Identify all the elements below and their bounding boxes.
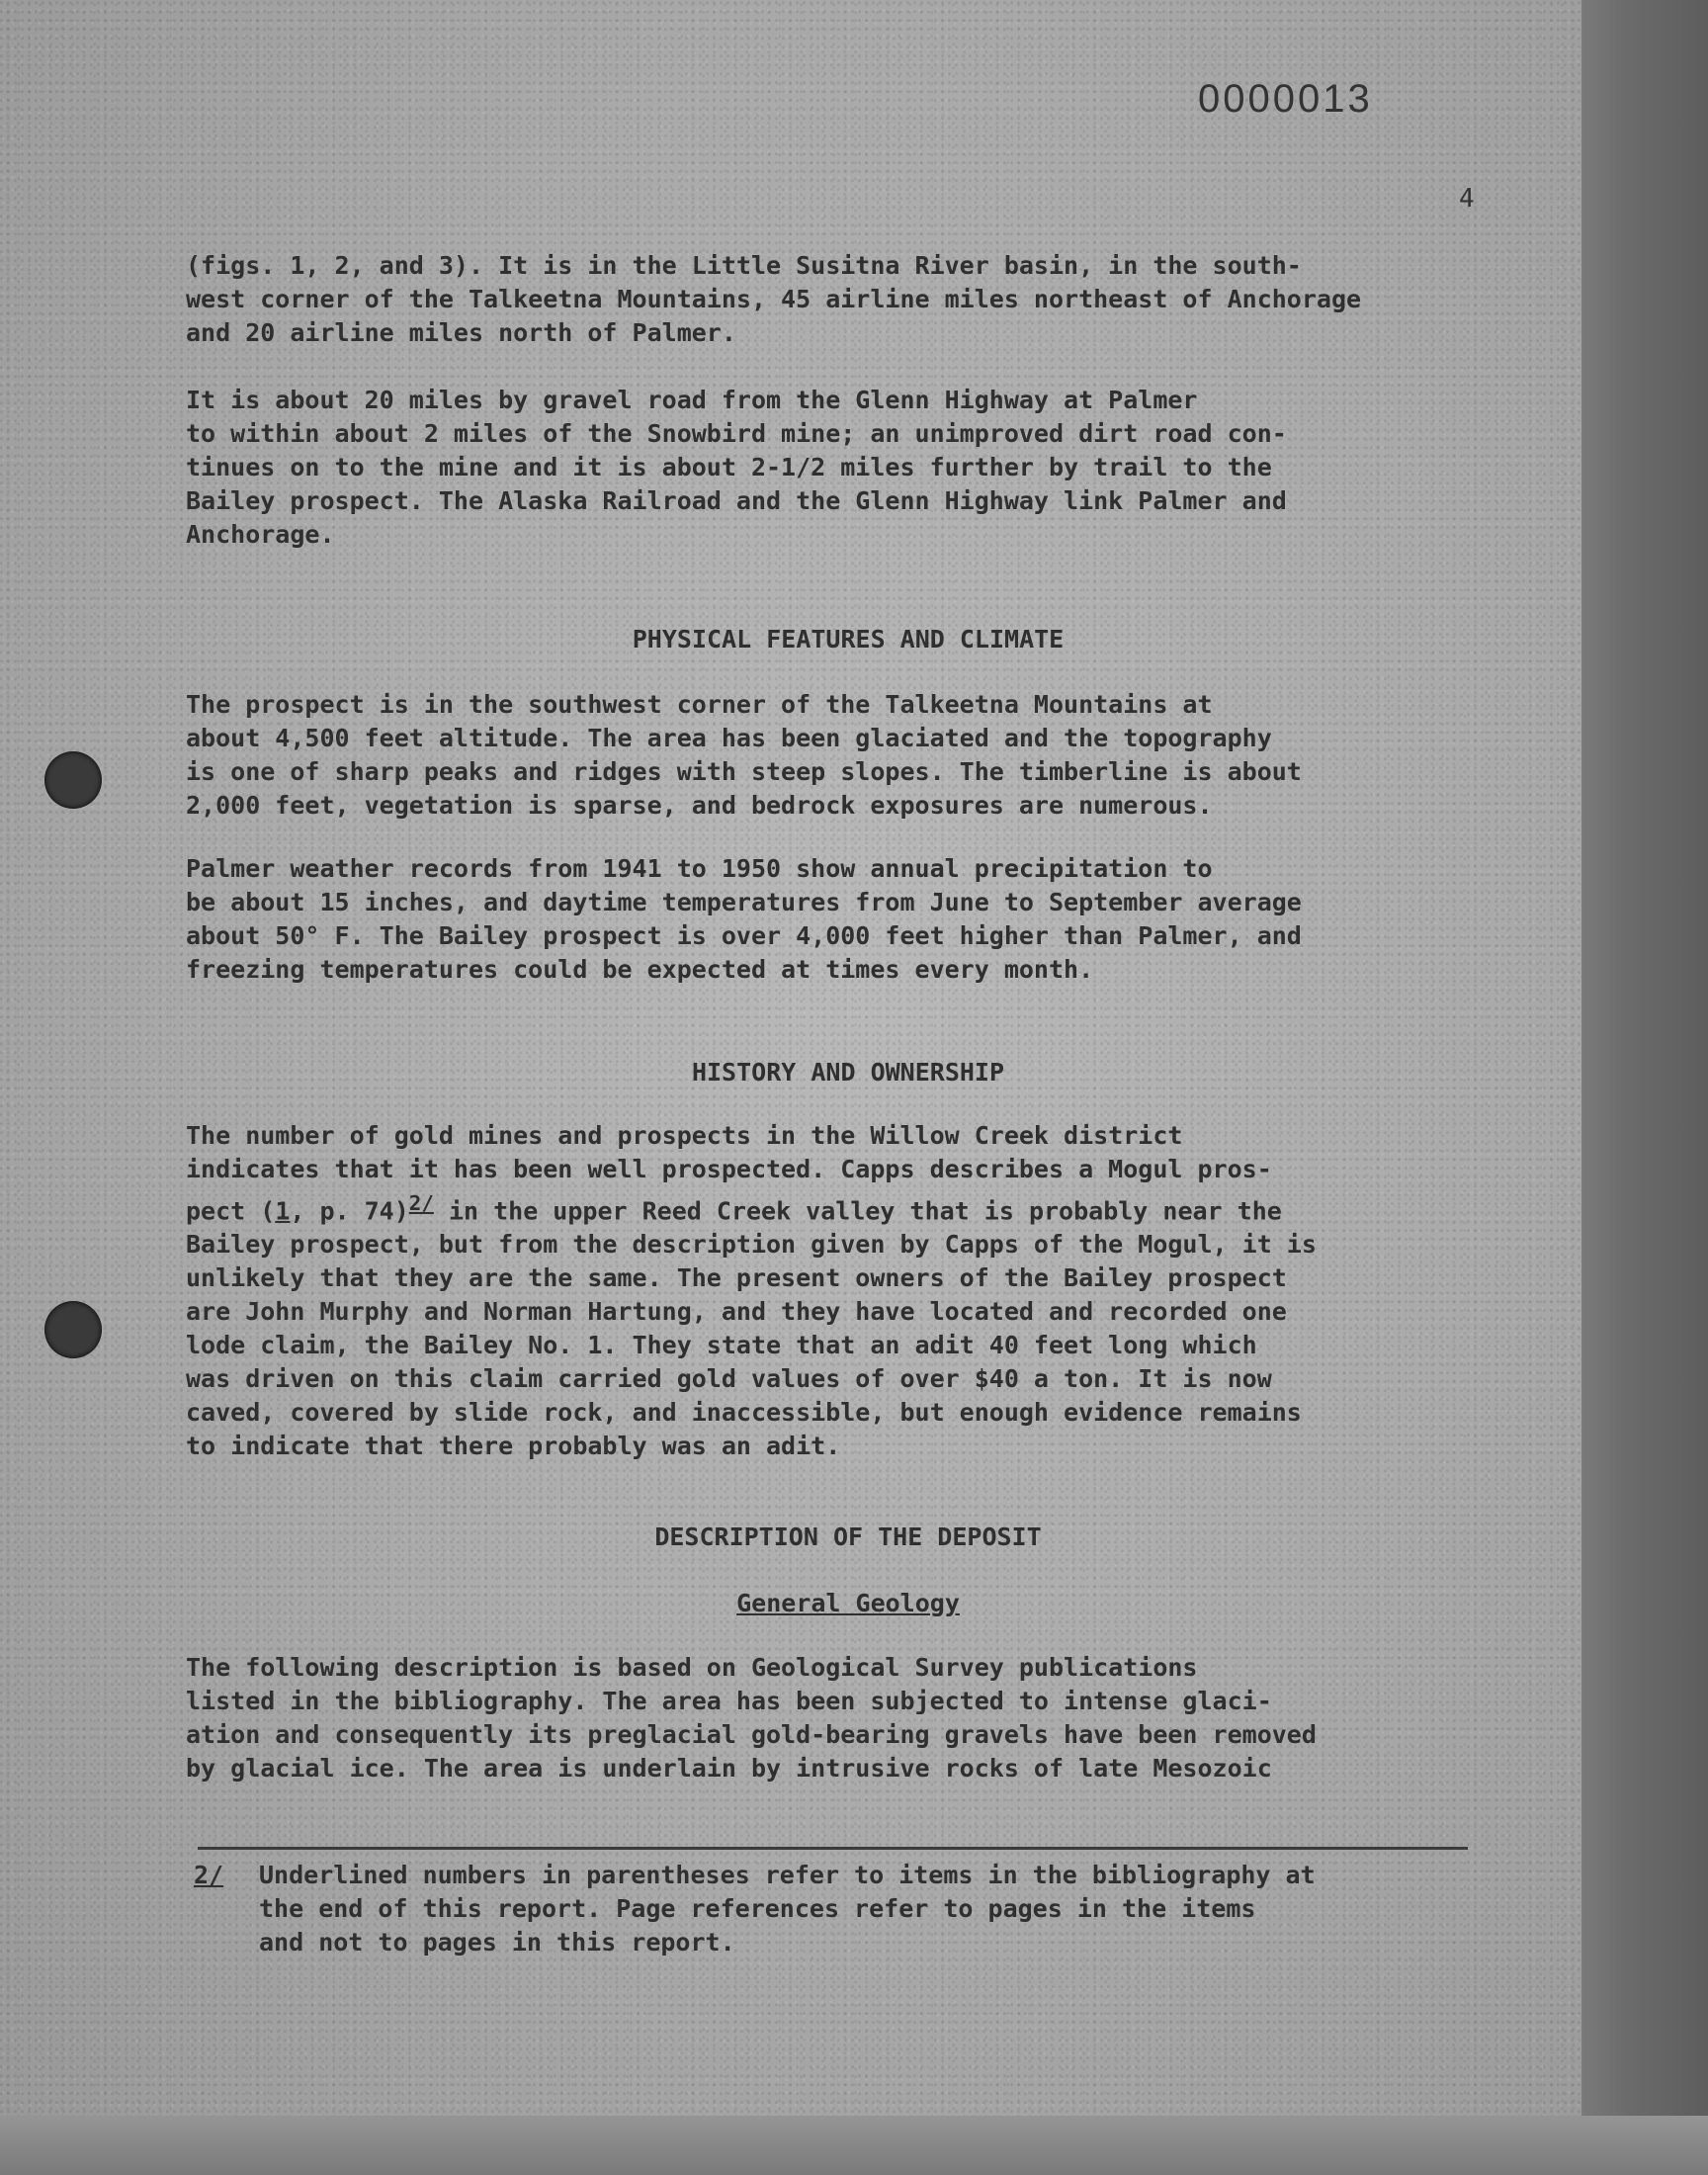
footnote-marker: 2/ (194, 1861, 224, 1889)
footnote-text: Underlined numbers in parentheses refer to items in the bibliography at the end of this report. Page references refer to pages in the items and not to pages in this report. (259, 1861, 1316, 1957)
history-line: indicates that it has been well prospected. Capps describes a Mogul pros- (186, 1155, 1272, 1183)
history-line-pre: pect ( (186, 1196, 276, 1226)
physical-features-paragraph: The prospect is in the southwest corner of the Talkeetna Mountains at about 4,500 feet altitude. The area has been glaciated and the topography is one of sharp peaks and ridges with steep slopes. The timberline is about 2,000 feet, vegetation is sparse, and bedrock exposures are numerous. (186, 690, 1302, 820)
heading-description-deposit: DESCRIPTION OF THE DEPOSIT (654, 1522, 1042, 1551)
intro-location-paragraph: (figs. 1, 2, and 3). It is in the Little Susitna River basin, in the south- west corner of the Talkeetna Mountains, 45 airline miles northeast of Anchorage and 20 airline miles north of Palmer. (186, 251, 1362, 347)
heading-physical-features: PHYSICAL FEATURES AND CLIMATE (632, 625, 1065, 653)
punch-hole (44, 751, 102, 809)
page-number: 4 (1459, 184, 1475, 214)
document-number: 0000013 (1198, 77, 1373, 121)
page-edge-shadow (1581, 0, 1708, 2175)
heading-history-ownership: HISTORY AND OWNERSHIP (691, 1058, 1005, 1087)
history-line-mid: , p. 74) (290, 1196, 409, 1226)
access-paragraph: It is about 20 miles by gravel road from the Glenn Highway at Palmer to within about 2 miles of the Snowbird mine; an unimproved dirt road con- tinues on to the mine and it is about 2-1/2 miles further by trail to the Bailey prospect. The Alaska Railroad and the Glenn Highway link Palmer and Anchorage. (186, 386, 1287, 549)
punch-hole (44, 1301, 102, 1358)
history-paragraph (186, 1119, 1510, 1463)
footnote-rule (198, 1847, 1468, 1850)
page-bottom-shadow (0, 2116, 1708, 2175)
bibliography-reference: 1 (275, 1196, 291, 1226)
climate-paragraph: Palmer weather records from 1941 to 1950 show annual precipitation to be about 15 inches, and daytime temperatures from June to September average about 50° F. The Bailey prospect is over 4,000 feet higher than Palmer, and freezing temperatures could be expected at times every month. (186, 854, 1302, 984)
footnote-reference: 2/ (408, 1191, 434, 1215)
history-line-post: in the upper Reed Creek valley that is probably near the (433, 1196, 1282, 1226)
subheading-general-geology: General Geology (736, 1589, 960, 1617)
history-line: The number of gold mines and prospects in the Willow Creek district (186, 1121, 1183, 1150)
history-rest: Bailey prospect, but from the description given by Capps of the Mogul, it is unlikely that they are the same. The present owners of the Bailey prospect are John Murphy and Norman Hartung, and they have located and recorded one lode claim, the Bailey No. 1. They state that an adit 40 feet long which was driven on this claim carried gold values of over $40 a ton. It is now caved, covered by slide rock, and inaccessible, but enough evidence remains to indicate that there probably was an adit. (186, 1230, 1317, 1461)
general-geology-paragraph: The following description is based on Geological Survey publications listed in the bibliography. The area has been subjected to intense glaci- ation and consequently its preglacial gold-bearing gravels have been removed by glacial ice. The area is underlain by intrusive rocks of late Mesozoic (186, 1653, 1317, 1783)
